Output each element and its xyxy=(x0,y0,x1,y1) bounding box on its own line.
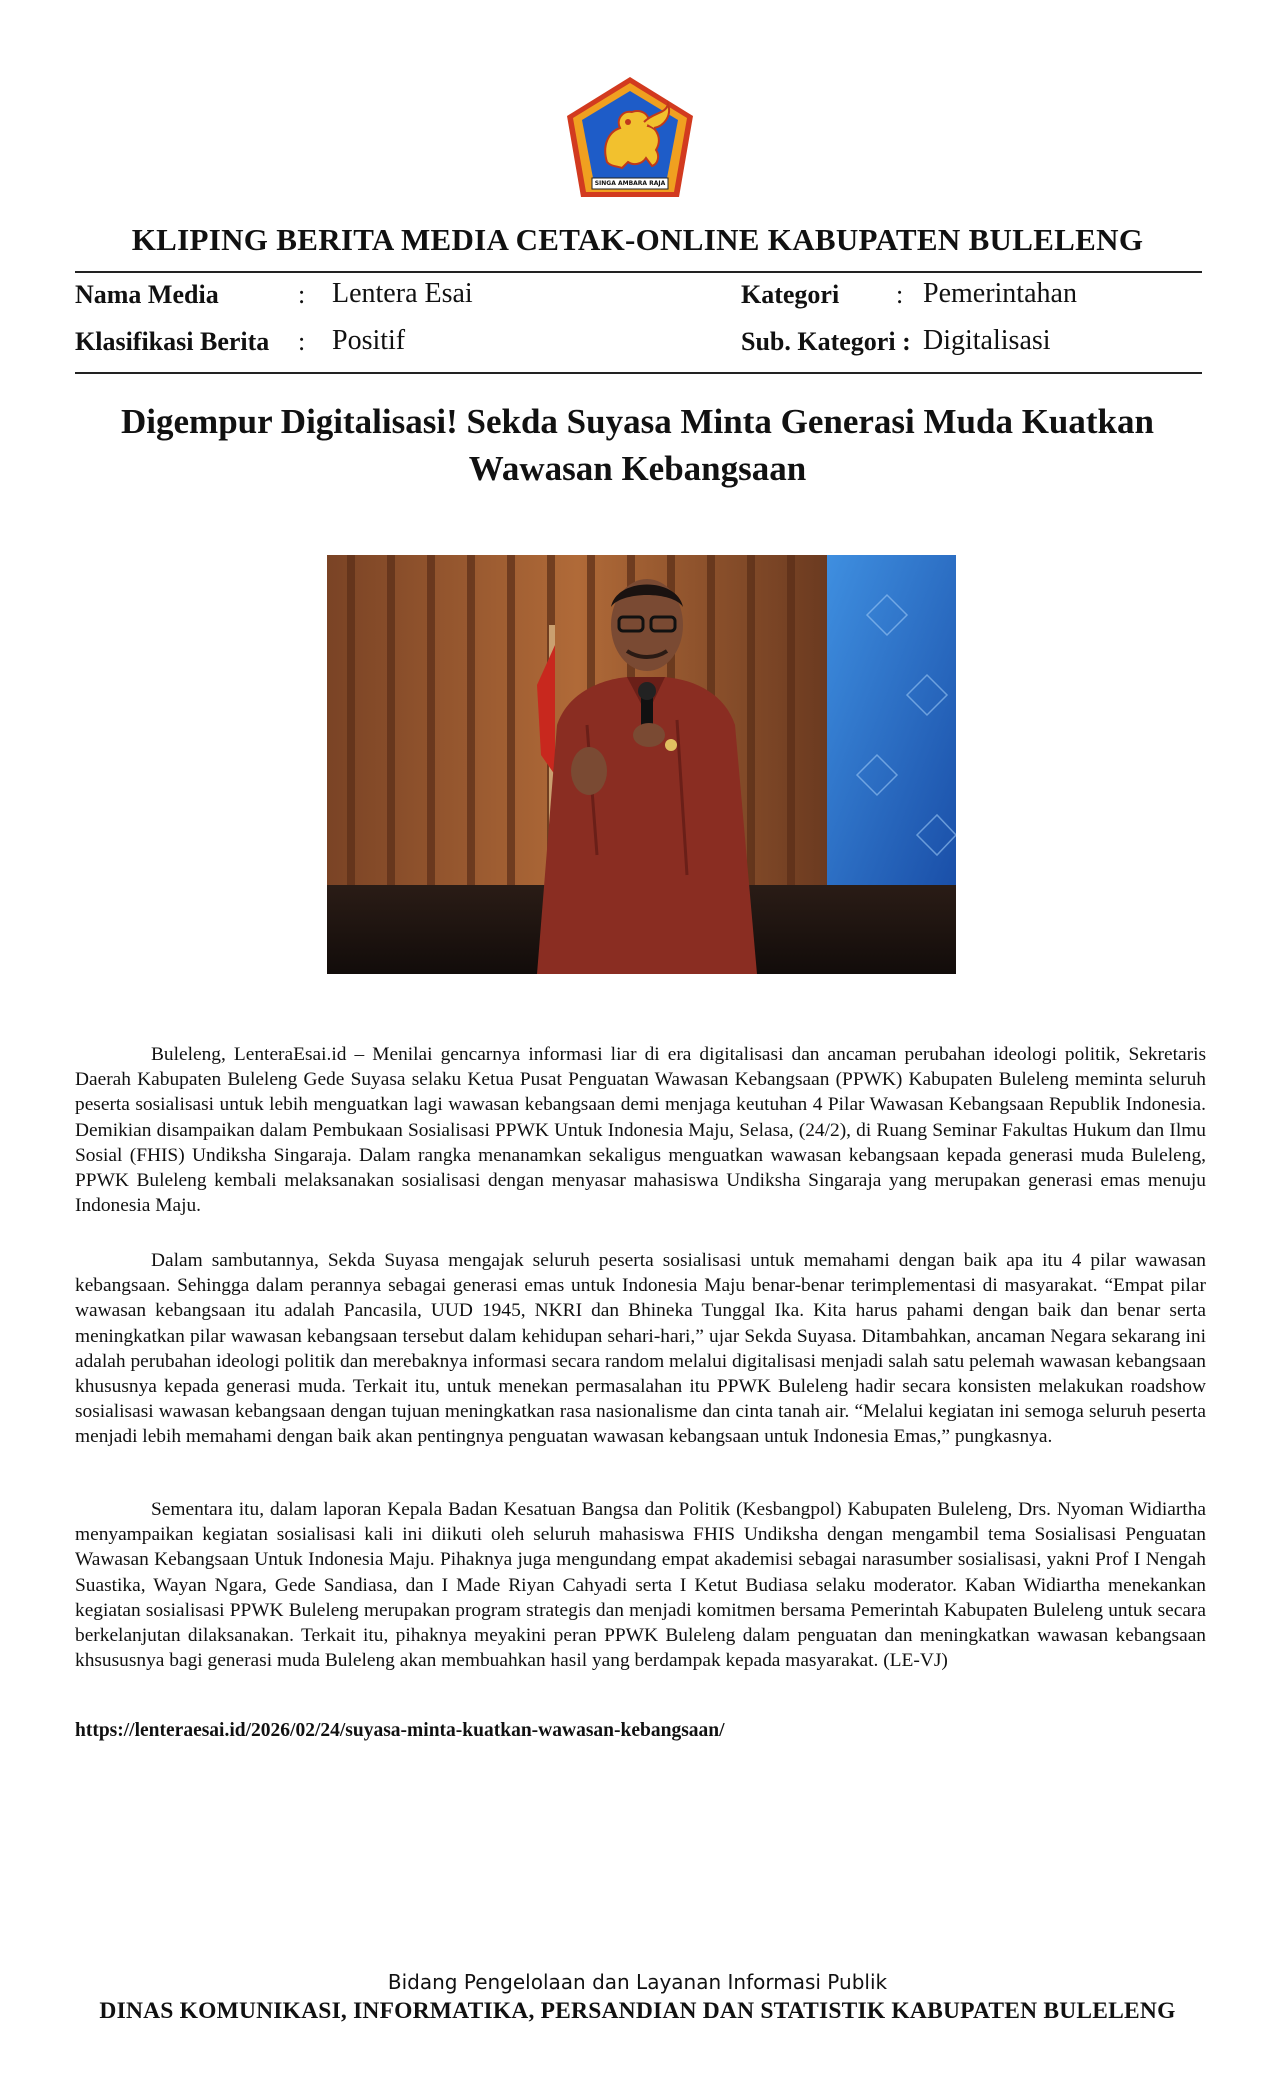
subkategori-value: Digitalisasi xyxy=(923,325,1051,356)
subkategori-label: Sub. Kategori : xyxy=(741,327,911,356)
footer-division: Bidang Pengelolaan dan Layanan Informasi Publik xyxy=(387,1970,888,1994)
headline-line-1: Digempur Digitalisasi! Sekda Suyasa Minta Generasi Muda Kuatkan xyxy=(121,402,1154,441)
masthead-rule-top xyxy=(75,271,1202,273)
klasifikasi-label: Klasifikasi Berita xyxy=(75,327,270,356)
kategori-label: Kategori xyxy=(741,280,840,309)
klasifikasi-value: Positif xyxy=(332,325,406,356)
media-colon: : xyxy=(298,280,306,309)
meta-rule-bottom xyxy=(75,372,1202,374)
media-label: Nama Media xyxy=(75,280,219,309)
media-value: Lentera Esai xyxy=(332,278,473,309)
crest-motto: SINGA AMBARA RAJA xyxy=(594,180,666,187)
footer-agency: DINAS KOMUNIKASI, INFORMATIKA, PERSANDIAN DAN STATISTIK KABUPATEN BULELENG xyxy=(99,1998,1176,2024)
headline-line-2: Wawasan Kebangsaan xyxy=(468,449,807,488)
paragraph-1-text: Buleleng, LenteraEsai.id – Menilai gencarnya informasi liar di era digitalisasi dan ancaman perubahan ideologi politik, Sekretaris Daerah Kabupaten Buleleng Gede Suyasa selaku Ketua Pusat Penguatan Wawasan Kebangsaan (PPWK) Kabupaten Buleleng meminta seluruh peserta sosialisasi untuk lebih menguatkan lagi wawasan kebangsaan demi menjaga keutuhan 4 Pilar Wawasan Kebangsaan Republik Indonesia. Demikian disampaikan dalam Pembukaan Sosialisasi PPWK Untuk Indonesia Maju, Selasa, (24/2), di Ruang Seminar Fakultas Hukum dan Ilmu Sosial (FHIS) Undiksha Singaraja. Dalam rangka menanamkan sekaligus menguatkan wawasan kebangsaan kepada generasi muda Buleleng, PPWK Buleleng kembali melaksanakan sosialisasi dengan menyasar mahasiswa Undiksha Singaraja yang merupakan generasi emas menuju Indonesia Maju. xyxy=(75,1044,1206,1217)
paragraph-2-text: Dalam sambutannya, Sekda Suyasa mengajak seluruh peserta sosialisasi untuk memahami dengan baik apa itu 4 pilar wawasan kebangsaan. Sehingga dalam perannya sebagai generasi emas untuk Indonesia Maju benar-benar terimplementasi di masyarakat. “Empat pilar wawasan kebangsaan itu adalah Pancasila, UUD 1945, NKRI dan Bhineka Tunggal Ika. Kita harus pahami dengan baik dan benar serta meningkatkan pilar wawasan kebangsaan tersebut dalam kehidupan sehari-hari,” ujar Sekda Suyasa. Ditambahkan, ancaman Negara sekarang ini adalah perubahan ideologi politik dan merebaknya informasi secara random melalui digitalisasi menjadi salah satu pelemah wawasan kebangsaan khususnya kepada generasi muda. Terkait itu, untuk menekan permasalahan itu PPWK Buleleng hadir secara konsisten melakukan roadshow sosialisasi wawasan kebangsaan dengan tujuan meningkatkan rasa nasionalisme dan cinta tanah air. “Melalui kegiatan ini semoga seluruh peserta menjadi lebih memahami dengan baik akan pentingnya penguatan wawasan kebangsaan untuk Indonesia Emas,” pungkasnya. xyxy=(75,1250,1206,1448)
speaker-photo xyxy=(327,555,956,974)
paragraph-3-text: Sementara itu, dalam laporan Kepala Badan Kesatuan Bangsa dan Politik (Kesbangpol) Kabupaten Buleleng, Drs. Nyoman Widiartha menyampaikan kegiatan sosialisasi kali ini diikuti oleh seluruh mahasiswa FHIS Undiksha dengan mengambil tema Sosialisasi Penguatan Wawasan Kebangsaan Untuk Indonesia Maju. Pihaknya juga mengundang empat akademisi sebagai narasumber sosialisasi, yakni Prof I Nengah Suastika, Wayan Ngara, Gede Sandiasa, dan I Made Riyan Cahyadi serta I Ketut Budiasa selaku moderator. Kaban Widiartha menekankan kegiatan sosialisasi PPWK Buleleng merupakan program strategis dan menjadi komitmen bersama Pemerintah Kabupaten Buleleng untuk secara berkelanjutan dilaksanakan. Terkait itu, pihaknya meyakini peran PPWK Buleleng dalam penguatan dan meningkatkan wawasan kebangsaan khsususnya bagi generasi muda Buleleng akan membuahkan hasil yang berdampak kepada masyarakat. (LE-VJ) xyxy=(75,1499,1206,1672)
source-url-link[interactable]: https://lenteraesai.id/2026/02/24/suyasa-minta-kuatkan-wawasan-kebangsaan/ xyxy=(75,1720,725,1741)
article-paragraph-1 xyxy=(75,1042,1206,1218)
masthead-title: KLIPING BERITA MEDIA CETAK-ONLINE KABUPATEN BULELENG xyxy=(131,222,1144,257)
kategori-value: Pemerintahan xyxy=(923,278,1077,309)
article-paragraph-3 xyxy=(75,1497,1206,1673)
klasifikasi-colon: : xyxy=(298,327,306,356)
article-headline xyxy=(90,398,1185,492)
article-paragraph-2 xyxy=(75,1248,1206,1450)
buleleng-crest-icon xyxy=(562,74,698,200)
kategori-colon: : xyxy=(896,280,904,309)
